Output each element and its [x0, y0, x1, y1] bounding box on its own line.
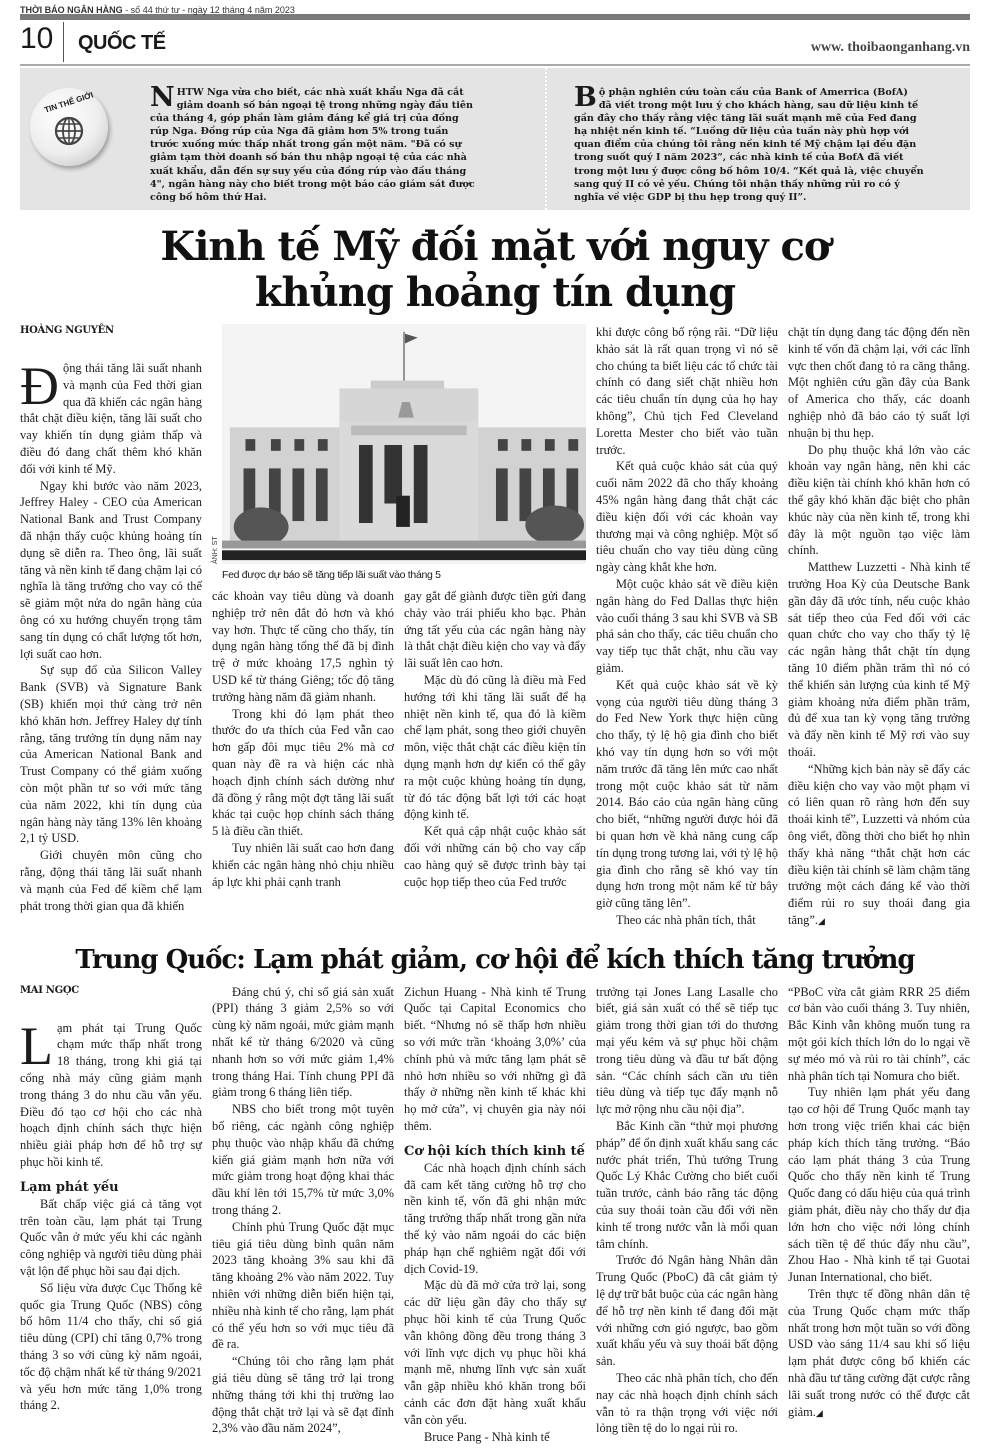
article1-subcolumns [212, 588, 586, 890]
page-header [20, 20, 970, 64]
section-title: QUỐC TẾ [78, 32, 166, 54]
paragraph [20, 1015, 202, 1171]
paragraph: Mặc dù đã mở cửa trở lại, song các dữ liệu gần đây cho thấy sự phục hồi kinh tế của Trung Quốc vẫn không đồng đều trong tháng 3 với lĩnh vực dịch vụ phục hồi khá mạnh mẽ, nhưng lĩnh vực sản xuất vẫn gặp nhiều khó khăn trong bối cảnh các đơn đặt hàng xuất khẩu vẫn còn yếu. [404, 1278, 586, 1427]
article1-body [20, 324, 970, 930]
paragraph-text: ộng thái tăng lãi suất nhanh và mạnh của Fed thời gian qua đã khiến các ngân hàng thắt chặt điều kiện, tăng lãi suất cho vay khiến tín dụng giảm thấp và điều đó đang chất thêm khó khăn đối với kinh tế Mỹ. [20, 361, 202, 476]
news-brief-russia [150, 82, 480, 204]
byline: HOÀNG NGUYÊN [20, 325, 114, 336]
paragraph-text: Trên thực tế đồng nhân dân tệ của Trung Quốc chạm mức thấp nhất trong hơn một tuần so với đồng USD vào sáng 11/4 sau khi số liệu lạm phát được công bố khiến các nhà đầu tư tăng cường đặt cược rằng lãi suất trong nước có thể được cắt giảm. [788, 1287, 970, 1419]
paragraph: Theo các nhà phân tích, cho đến nay các nhà hoạch định chính sách vẫn tỏ ra thận trọng với việc nới lỏng tiền tệ do lo ngại rủi ro. [596, 1371, 778, 1436]
subheading: Cơ hội kích thích kinh tế [404, 1143, 585, 1159]
news-brief-bofa [574, 82, 924, 204]
world-news-badge [30, 88, 108, 166]
paragraph: Một cuộc khảo sát về điều kiện ngân hàng do Fed Dallas thực hiện vào cuối tháng 3 sau khi SVB và SB phá sản cho thấy, các tiêu chuẩn cho vay tiếp tục thắt chặt, nhu cầu vay giảm. [596, 576, 778, 675]
paragraph: khi được công bố rộng rãi. “Dữ liệu khảo sát là rất quan trọng vì nó sẽ cho chúng ta biết liệu các tổ chức tài chính có đang siết chặt nhiều hơn các tiêu chuẩn tín dụng của họ hay không”, Chủ tịch Fed Cleveland Loretta Mester cho biết vào tuần trước. [596, 325, 778, 457]
dropcap: B [574, 82, 597, 113]
article1-column-1 [20, 324, 202, 930]
subheading: Lạm phát yếu [20, 1179, 119, 1195]
paragraph: Bất chấp việc giá cả tăng vọt trên toàn cầu, lạm phát tại Trung Quốc vẫn ở mức yếu khi các ngành công nghiệp và người tiêu dùng phải vật lộn để phục hồi sau đại dịch. [20, 1196, 202, 1279]
paragraph: “PBoC vừa cắt giảm RRR 25 điểm cơ bản vào cuối tháng 3. Tuy nhiên, Bắc Kinh vẫn không muốn tung ra một gói kích thích lớn do lo ngại về sự méo mó và rủi ro tài chính”, các nhà phân tích tại Nomura cho biết. [788, 984, 970, 1083]
dotted-separator [545, 68, 547, 210]
paragraph: Chính phủ Trung Quốc đặt mục tiêu giá tiêu dùng bình quân năm 2023 tăng khoảng 3% sau khi đã tăng khoảng 2% vào năm 2022. Tuy nhiên với những diễn biến hiện tại, nhiều nhà kinh tế cho rằng, lạm phát có thể yếu hơn so với mục tiêu đã đề ra. [212, 1219, 394, 1352]
fed-building-photo [222, 324, 586, 564]
paragraph: Do phụ thuộc khá lớn vào các khoản vay ngân hàng, nên khi các điều kiện tài chính khó khăn hơn có thể gây khó khăn đặc biệt cho phân khúc này của nền kinh tế, trong khi đây là một nguồn tạo việc làm chính. [788, 442, 970, 558]
masthead [20, 0, 970, 14]
paragraph: Kết quả cuộc khảo sát về kỳ vọng của người tiêu dùng tháng 3 do Fed New York thực hiện cũng cho thấy, tỷ lệ hộ gia đình cho biết khó vay tín dụng hơn so với một năm trước đã tăng lên mức cao nhất trong một cuộc khảo sát từ năm 2014. Báo cáo của ngân hàng cũng cho biết, “những người được hỏi đã bi quan hơn về khả năng cung cấp tín dụng trong tương lai, với tỷ lệ hộ gia đình cho rằng sẽ khó vay tín dụng hơn trong một năm kể từ bây giờ cũng tăng lên”. [596, 677, 778, 911]
article2-column-5 [788, 984, 970, 1446]
paragraph: Kết quả cập nhật cuộc khảo sát đối với những cán bộ cho vay cấp cao hàng quý sẽ được trình bày tại cuộc họp tiếp theo của Fed trước [404, 824, 586, 889]
paragraph: Số liệu vừa được Cục Thống kê quốc gia Trung Quốc (NBS) công bố hôm 11/4 cho thấy, chỉ số giá tiêu dùng (CPI) chỉ tăng 0,7% trong tháng 3 so với cùng kỳ năm ngoái, tốc độ chậm nhất kể từ tháng 9/2021 và yếu hơn mức tăng 1,0% trong tháng 2. [20, 1280, 202, 1413]
paragraph: Mặc dù đó cũng là điều mà Fed hướng tới khi tăng lãi suất để hạ nhiệt nền kinh tế, qua đó là kiềm chế lạm phát, song theo giới chuyên môn, việc thắt chặt các điều kiện tín dụng mạnh hơn dự kiến có thể gây ra một cuộc khủng hoảng tín dụng, từ đó tác động bất lợi tới các hoạt động kinh tế. [404, 672, 586, 822]
article1-column-4 [596, 324, 778, 930]
issue-info: - số 44 thứ tư - ngày 12 tháng 4 năm 2023 [122, 5, 295, 15]
paragraph: Theo các nhà phân tích, thắt [616, 912, 756, 927]
paragraph: NBS cho biết trong một tuyên bố riêng, các ngành công nghiệp phụ thuộc vào nhập khẩu đã chứng kiến giá giảm mạnh hơn nữa với mức giảm trong hoạt động khai thác dầu khí lên tới 15,7% từ mức 3,0% trong tháng 2. [212, 1102, 394, 1218]
article2-column-4 [596, 984, 778, 1446]
paragraph [788, 761, 970, 930]
paragraph [20, 356, 202, 478]
paragraph: chặt tín dụng đang tác động đến nền kinh tế vốn đã chậm lại, với các lĩnh vực then chốt đang tỏ ra căng thẳng. Một nghiên cứu gần đây của Bank of America cho thấy, các doanh nghiệp nhỏ đã báo cáo tỷ suất lợi nhuận bị thu hẹp. [788, 325, 970, 440]
paragraph: Bắc Kinh cần “thử mọi phương pháp” để ổn định xuất khẩu sang các nước phát triển, Thủ tướng Trung Quốc Lý Khắc Cường cho biết cuối tuần trước, cảnh báo rằng tác động của suy thoái toàn cầu đối với nền kinh tế trong nước vẫn là mối quan tâm chính. [596, 1119, 779, 1251]
paragraph: Matthew Luzzetti - Nhà kinh tế trưởng Hoa Kỳ của Deutsche Bank gần đây đã ước tính, nếu cuộc khảo sát tiếp theo của Fed đối với các quan chức cho vay cho thấy tỷ lệ các ngân hàng thắt chặt tín dụng tăng 10 điểm phần trăm thì nó có thể khiến sản lượng của kinh tế Mỹ giảm khoảng nửa điểm phần trăm, đủ để xua tan kỳ vọng tăng trưởng và đẩy nền kinh tế Mỹ rơi vào suy thoái. [788, 560, 970, 759]
article1-column-2 [212, 588, 394, 890]
article1-column-3 [404, 588, 586, 890]
article1-middle [212, 324, 586, 930]
photo-image [222, 324, 586, 564]
paragraph: Đáng chú ý, chỉ số giá sản xuất (PPI) tháng 3 giảm 2,5% so với cùng kỳ năm ngoái, mức giảm mạnh nhất kể từ tháng 6/2020 và cũng nhanh hơn so với mức giảm 1,4% trong tháng Hai. Tính chung PPI đã giảm trong 6 tháng liên tiếp. [212, 984, 394, 1100]
article2-headline: Trung Quốc: Lạm phát giảm, cơ hội để kích thích tăng trưởng [75, 944, 915, 975]
article-headline [20, 224, 970, 316]
headline-line: Kinh tế Mỹ đối mặt với nguy cơ [160, 223, 830, 270]
end-mark-icon: ◢ [817, 915, 825, 926]
paragraph: Sự sụp đổ của Silicon Valley Bank (SVB) và Signature Bank (SB) khiến mọi thứ càng trở nên khó khăn hơn. Jeffrey Haley dự tính rằng, tăng trưởng tín dụng năm nay của American National Bank and Trust Company có thể giảm xuống còn một phần tư so với mức tăng của năm 2022, khi tín dụng của ngân hàng này tăng 13% lên khoảng 2,1 tỷ USD. [20, 663, 202, 846]
badge-label: TIN THẾ GIỚI [43, 90, 95, 115]
divider [20, 64, 970, 66]
dropcap: Đ [20, 356, 59, 416]
brief-text: HTW Nga vừa cho biết, các nhà xuất khẩu Nga đã cắt giảm doanh số bán ngoại tệ trong những ngày đầu tiên của tháng 4, góp phần làm giảm đáng kể giá trị của đồng rúp Nga. Đồng rúp của Nga đã giảm hơn 5% trong tuần trước xuống mức thấp nhất trong gần một năm. "Đã có sự giảm tạm thời doanh số bán thu nhập ngoại tệ của các nhà xuất khẩu, dẫn đến sự suy yếu của đồng rúp vào đầu tháng 4", ngân hàng này cho biết trong một báo cáo giám sát được công bố hôm thứ Hai. [150, 87, 475, 203]
paragraph: các khoản vay tiêu dùng và doanh nghiệp trở nên đắt đỏ hơn và khó vay hơn. Thực tế cũng cho thấy, tín dụng ngân hàng tổng thể đã bị đình trệ ở mức khoảng 17,5 nghìn tỷ USD kể từ tháng Giêng; tốc độ tăng trưởng hàng năm đã giảm nhanh. [212, 589, 394, 704]
paragraph: Ngay khi bước vào năm 2023, Jeffrey Haley - CEO của American National Bank and Trust Company đã nhận thấy cuộc khủng hoảng tín dụng sẽ diễn ra. Theo ông, lãi suất tăng và nền kinh tế đang chậm lại có nghĩa là tăng trưởng cho vay có thể sẽ giảm một nửa do ngân hàng của ông có xu hướng chuyển trọng tâm sang tín dụng có chất lượng tốt hơn, lợi suất cao hơn. [20, 478, 202, 661]
world-news-box [20, 68, 970, 210]
dropcap: N [150, 82, 175, 113]
photo-credit: ẢNH: ST [212, 536, 219, 564]
headline-line: khủng hoảng tín dụng [254, 269, 736, 316]
paragraph: Bruce Pang - Nhà kinh tế [424, 1429, 550, 1444]
paragraph: gay gắt để giành được tiền gửi đang chảy vào trái phiếu kho bạc. Phản ứng tất yếu của các ngân hàng này là thắt chặt điều kiện cho vay và đẩy lãi suất lên cao hơn. [404, 589, 586, 671]
brief-text: ộ phận nghiên cứu toàn cầu của Bank of Amerrica (BofA) đã viết trong một lưu ý cho khách hàng, sau dữ liệu kinh tế gần đây cho thấy rằng việc tăng lãi suất mạnh mẽ của Fed đang hạ nhiệt nền kinh tế. “Luồng dữ liệu của tuần này phù hợp với quan điểm của chúng tôi rằng nền kinh tế Mỹ chậm lại đều đặn trong suốt quý I năm 2023”, các nhà kinh tế của BofA đã viết trong một lưu ý được công bố hôm 10/4. “Kết quả là, việc chuyển sang quý II có vẻ yếu. Chúng tôi nhận thấy những rủi ro có ý nghĩa về việc GDP bị thu hẹp trong quý II”. [574, 87, 924, 203]
paragraph: Trước đó Ngân hàng Nhân dân Trung Quốc (PboC) đã cắt giảm tỷ lệ dự trữ bắt buộc của các ngân hàng để hỗ trợ nền kinh tế đang đối mặt với những cơn gió ngược, bao gồm xuất khẩu yếu và suy thoái bất động sản. [596, 1253, 779, 1369]
paragraph-text: ạm phát tại Trung Quốc chạm mức thấp nhất trong 18 tháng, trong khi giá tại cổng nhà máy cũng giảm mạnh trong tháng 3 do nhu cầu vẫn yếu. Điều đó tạo cơ hội cho các nhà hoạch định chính sách thực hiện nhiều giải pháp hơn để hỗ trợ sự phục hồi kinh tế. [20, 1020, 202, 1170]
paragraph: “Chúng tôi cho rằng lạm phát giá tiêu dùng sẽ tăng trở lại trong những tháng tới khi thị trường lao động thắt chặt trở lại và sẽ đạt đỉnh 2,3% vào đầu năm 2024”, [212, 1354, 394, 1436]
photo-block [212, 324, 586, 564]
end-mark-icon: ◢ [815, 1407, 823, 1418]
paragraph: trưởng tại Jones Lang Lasalle cho biết, giá sản xuất có thể sẽ tiếp tục giảm trong thời gian tới do thương mại yếu kém và sự phục hồi chậm trong tiêu dùng và đầu tư bất động sản. “Các chính sách cần ưu tiên tiêu dùng và tiếp tục đẩy mạnh nỗ lực mở rộng nhu cầu nội địa”. [596, 984, 778, 1117]
paragraph: Zichun Huang - Nhà kinh tế Trung Quốc tại Capital Economics cho biết. “Nhưng nó sẽ thấp hơn nhiều so với mức trần ‘khoảng 3,0%’ của chính phủ và mức tăng lạm phát sẽ nhỏ hơn nhiều so với những gì đã thấy ở những nền kinh tế khác khi họ mở cửa”, vị chuyên gia này nói thêm. [404, 984, 586, 1134]
photo-caption: Fed được dự báo sẽ tăng tiếp lãi suất vào tháng 5 [222, 569, 441, 581]
page-number: 10 [20, 22, 54, 55]
article2-column-2 [212, 984, 394, 1446]
byline: MAI NGỌC [20, 984, 79, 996]
paragraph-text: “Những kịch bản này sẽ đẩy các điều kiện cho vay vào một phạm vi có liên quan rõ ràng hơn đến suy thoái kinh tế”, Luzzetti và nhóm của ông viết, đồng thời cho biết họ nhìn thấy khả năng “thắt chặt hơn các điều kiện tài chính sẽ làm chậm tăng trưởng một cách đáng kể vào thời điểm rủi ro suy thoái đang gia tăng”. [788, 761, 970, 927]
dropcap: L [20, 1015, 53, 1076]
paragraph: Các nhà hoạch định chính sách đã cam kết tăng cường hỗ trợ cho nền kinh tế, vốn đã ghi nhận mức tăng trưởng thấp nhất trong gần nửa thế kỷ vào năm ngoái do các biện pháp hạn chế nghiêm ngặt đối với dịch Covid-19. [404, 1160, 586, 1276]
globe-icon [54, 116, 84, 146]
article1-column-5 [788, 324, 970, 930]
paragraph: Tuy nhiên lãi suất cao hơn đang khiến các ngân hàng nhỏ chịu nhiều áp lực khi phải cạnh tranh [212, 840, 394, 889]
paragraph: Tuy nhiên lạm phát yếu đang tạo cơ hội để Trung Quốc mạnh tay hơn trong việc triển khai các biện pháp kích thích tăng trưởng. “Báo cáo lạm phát tháng 3 của Trung Quốc cho thấy nền kinh tế Trung Quốc đang có dấu hiệu của quá trình giảm phát, điều này cho thấy dư địa lớn hơn cho việc nới lỏng chính sách tiền tệ để thúc đẩy nhu cầu”, Zhou Hao - Nhà kinh tế tại Guotai Junan International, cho biết. [788, 1085, 971, 1285]
divider [63, 22, 64, 62]
article2-body [20, 984, 970, 1446]
article2-column-1 [20, 984, 202, 1446]
website-link[interactable]: www. thoibaonganhang.vn [810, 40, 970, 55]
paragraph [788, 1286, 970, 1421]
paragraph: Giới chuyên môn cũng cho rằng, động thái tăng lãi suất nhanh và mạnh của Fed để kiềm chế lạm phát trong thời gian qua đã khiến [20, 848, 202, 913]
paragraph: Kết quả cuộc khảo sát của quý cuối năm 2022 đã cho thấy khoảng 45% ngân hàng đang thắt chặt các điều kiện đối với các khoản vay thương mại và công nghiệp. Một số tiêu chuẩn cho vay tiêu dùng cũng ngày càng khắt khe hơn. [596, 459, 778, 575]
article2-column-3 [404, 984, 586, 1446]
paragraph: Trong khi đó lạm phát theo thước đo ưa thích của Fed vẫn cao hơn gấp đôi mục tiêu 2% mà cơ quan này đề ra và hiện các nhà hoạch định chính sách dường như đã đồng ý rằng một đợt tăng lãi suất khác tại cuộc họp chính sách tháng 5 là điều cần thiết. [212, 706, 394, 839]
paper-name: THỜI BÁO NGÂN HÀNG [20, 5, 123, 15]
